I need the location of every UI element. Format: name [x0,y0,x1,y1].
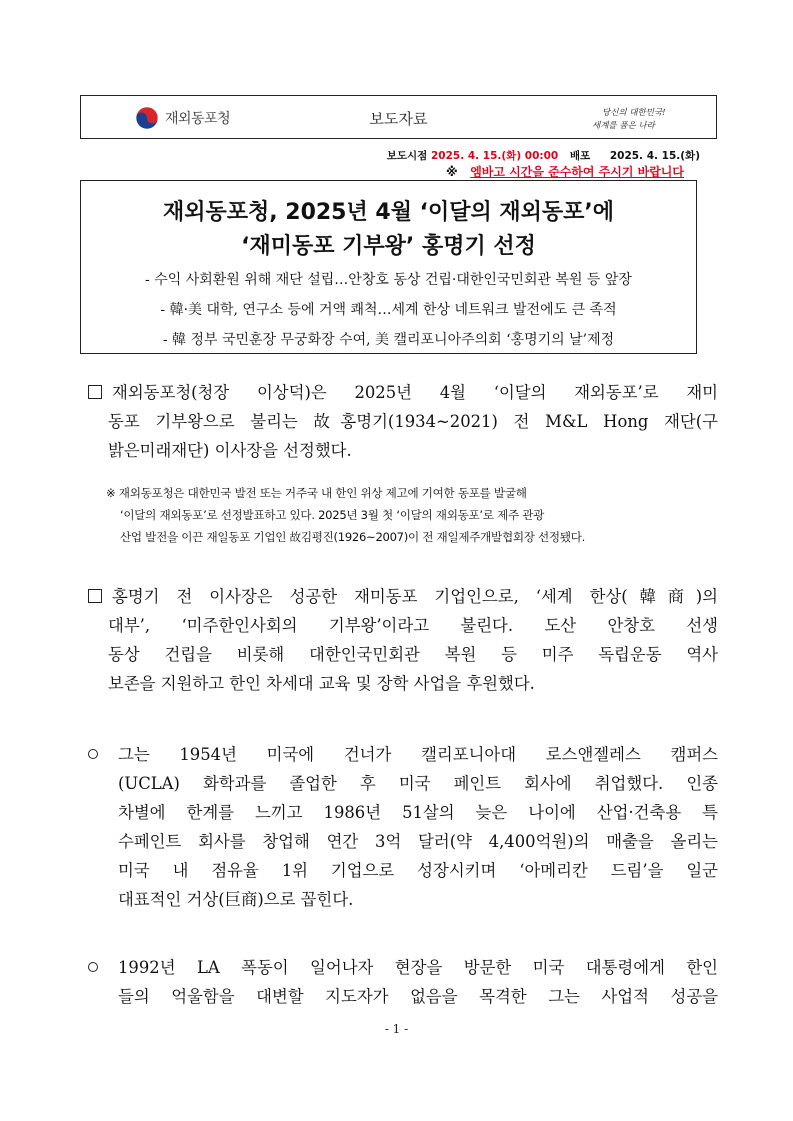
bullet-2-line-1: 1992년 LA 폭동이 일어나자 현장을 방문한 미국 대통령에게 한인 [118,958,718,977]
paragraph-2 [88,582,718,698]
page-number: - 1 - [384,1022,409,1036]
paragraph-1-line-3: 밝은미래재단) 이사장을 선정했다. [108,441,352,460]
note-1-line-2: ‘이달의 재외동포’로 선정발표하고 있다. 2025년 3월 첫 ‘이달의 재외동포’로 제주 관광 [120,508,545,522]
paragraph-2-line-2: 대부’, ‘미주한인사회의 기부왕’이라고 불린다. 도산 안창호 선생 [108,616,718,635]
note-1 [106,482,718,548]
bullet-2 [88,953,718,1011]
bullet-1-line-5: 미국 내 점유율 1위 기업으로 성장시키며 ‘아메리칸 드림’을 일군 [118,861,718,880]
header-box [80,95,717,139]
bullet-1-line-4: 수페인트 회사를 창업해 연간 3억 달러(약 4,400억원)의 매출을 올리는 [118,832,718,851]
doc-type: 보도자료 [369,110,428,128]
title-line-1: 재외동포청, 2025년 4월 ‘이달의 재외동포’에 [162,200,615,225]
slogan-line-1: 당신의 대한민국! [602,108,666,118]
subtitle-3: - 韓 정부 국민훈장 무궁화장 수여, 美 캘리포니아주의회 ‘홍명기의 날’제정 [162,332,615,348]
bullet-1-line-1: 그는 1954년 미국에 건너가 캘리포니아대 로스앤젤레스 캠퍼스 [118,745,718,764]
subtitle-2: - 韓·美 대학, 연구소 등에 거액 쾌척…세계 한상 네트워크 발전에도 큰 족적 [160,302,617,318]
paragraph-1-line-1: 재외동포청(청장 이상덕)은 2025년 4월 ‘이달의 재외동포’로 재미 [112,383,718,402]
circle-bullet-icon [88,749,98,759]
circle-bullet-icon [88,962,98,972]
embargo-label: 보도시점 [386,150,428,162]
checkbox-bullet-icon [88,589,102,603]
notice-text: 엠바고 시간을 준수하여 주시기 바랍니다 [470,165,684,179]
slogan-line-2: 세계를 품은 나라 [592,121,655,131]
bullet-2-line-2: 들의 억울함을 대변할 지도자가 없음을 목격한 그는 사업적 성공을 [118,987,718,1006]
paragraph-2-line-3: 동상 건립을 비롯해 대한인국민회관 복원 등 미주 독립운동 역사 [108,645,718,664]
checkbox-bullet-icon [88,385,102,399]
release-label: 배포 [569,150,591,162]
notice-mark: ※ [446,165,458,179]
subtitle-1: - 수익 사회환원 위해 재단 설립…안창호 동상 건립·대한인국민회관 복원 등 앞장 [145,272,632,288]
paragraph-1-line-2: 동포 기부왕으로 불리는 故홍명기(1934~2021) 전 M&L Hong 재단(구 [108,412,718,431]
embargo-time: 2025. 4. 15.(화) 00:00 [430,150,559,162]
bullet-1 [88,740,718,914]
bullet-1-line-6: 대표적인 거상(巨商)으로 꼽힌다. [118,890,354,909]
note-1-line-3: 산업 발전을 이끈 재일동포 기업인 故김평진(1926~2007)이 전 재일제주개발협회장 선정됐다. [120,530,586,544]
release-date: 2025. 4. 15.(화) [609,150,700,162]
paragraph-2-line-4: 보존을 지원하고 한인 차세대 교육 및 장학 사업을 후원했다. [108,674,535,693]
paragraph-2-line-1: 홍명기 전 이사장은 성공한 재미동포 기업인으로, ‘세계 한상(韓商)의 [112,587,718,606]
paragraph-1 [88,378,718,465]
note-1-line-1: ※ 재외동포청은 대한민국 발전 또는 거주국 내 한인 위상 제고에 기여한 동포를 발굴해 [106,486,527,500]
org-name: 재외동포청 [165,111,231,127]
slogan-calligraphy [588,104,670,132]
title-line-2: ‘재미동포 기부왕’ 홍명기 선정 [241,234,536,259]
bullet-1-line-2: (UCLA) 화학과를 졸업한 후 미국 페인트 회사에 취업했다. 인종 [118,774,718,793]
embargo-notice [0,163,684,180]
bullet-1-line-3: 차별에 한계를 느끼고 1986년 51살의 늦은 나이에 산업·건축용 특 [118,803,718,822]
embargo-line [0,148,700,163]
title-box [80,180,697,354]
